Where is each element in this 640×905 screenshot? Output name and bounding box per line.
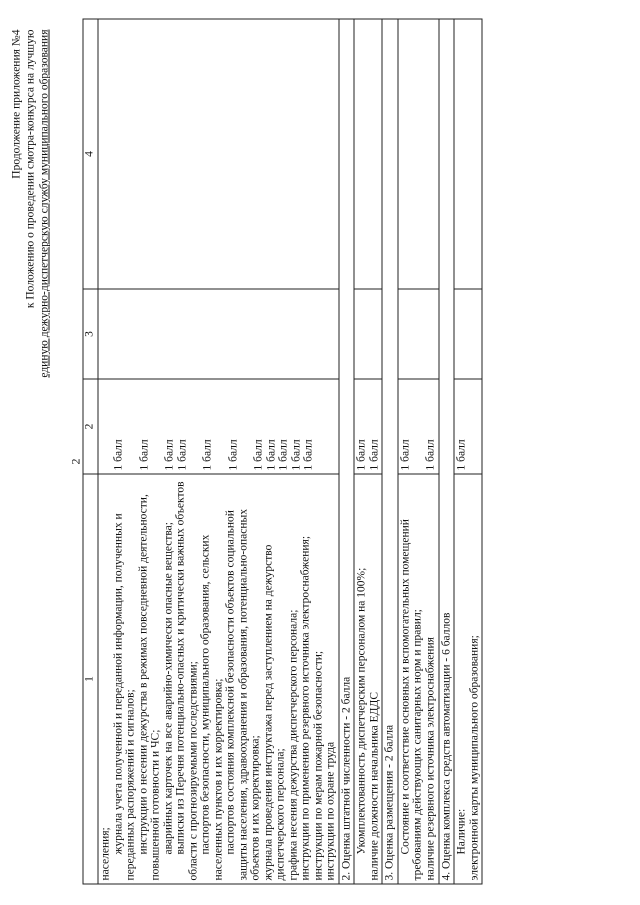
points-line: 1 балл: [264, 439, 277, 471]
criteria-cell: [98, 474, 339, 884]
empty-cell: [454, 289, 482, 379]
points-line: 1 балл: [398, 439, 411, 471]
criteria-line: аварийных карточек на все аварийно-химически опасные вещества;: [161, 522, 174, 855]
criteria-line: наличие резервного источника электроснабжения: [423, 637, 436, 881]
criteria-cell: [454, 474, 482, 884]
criteria-cell: [354, 474, 382, 884]
points-line: 1 балл: [252, 439, 264, 471]
table-row: [354, 19, 382, 884]
section-4-title: 4. Оценка комплекса средств автоматизации - 6 баллов: [438, 19, 454, 884]
points-line: 1 балл: [175, 439, 188, 471]
column-header-4: 4: [83, 19, 98, 289]
criteria-line: выписки из Перечня потенциально-опасных и критически важных объектов области с прогнозируемыми последствиями;: [174, 481, 199, 881]
empty-cell: [454, 19, 482, 289]
criteria-line: населения;: [99, 827, 111, 881]
criteria-line: электронной карты муниципального образования;: [467, 635, 480, 881]
criteria-line: паспортов безопасности, муниципального образования, сельских населенных пунктов и их корректировка;: [199, 534, 224, 881]
empty-cell: [98, 19, 339, 289]
points-cell: [454, 379, 482, 474]
criteria-line: Укомплектованность диспетчерским персоналом на 100%;: [355, 567, 367, 855]
table-row: [98, 19, 339, 884]
column-header-2: 2: [83, 379, 98, 474]
criteria-line: журнала учета полученной и переданной информации, полученных и переданных распоряжений и сигналов;: [111, 513, 136, 881]
points-line: 1 балл: [112, 439, 124, 471]
section-3-title: 3. Оценка размещения - 2 балла: [382, 19, 398, 884]
points-line: 1 балл: [424, 439, 436, 471]
section-title-row: [338, 19, 354, 884]
criteria-cell: [397, 474, 438, 884]
points-line: 1 балл: [302, 439, 314, 471]
regulation-reference-line: к Положению о проведении смотра-конкурса на лучшую: [24, 29, 36, 309]
appendix-continuation-line: Продолжение приложения №4: [10, 29, 22, 179]
criteria-line: наличие должности начальника ЕДДС: [367, 691, 380, 881]
empty-cell: [354, 19, 382, 289]
points-line: 1 балл: [455, 439, 467, 471]
column-header-row: [83, 19, 98, 884]
table-row: [454, 19, 482, 884]
empty-cell: [397, 19, 438, 289]
criteria-line: журнала проведения инструктажа перед заступлением на дежурство диспетчерского персонала;: [261, 544, 286, 881]
criteria-line: паспортов состояния комплексной безопасности объектов социальной защиты населения, здравоохранения и образования, потенциально-опасных объектов и их корректировка;: [224, 509, 261, 881]
points-line: 1 балл: [289, 439, 302, 471]
page-number: 2: [68, 458, 82, 465]
criteria-line: инструкции по применению резервного источника электроснабжения;: [299, 535, 311, 881]
empty-cell: [98, 289, 339, 379]
column-header-1: 1: [83, 474, 98, 884]
empty-cell: [354, 289, 382, 379]
empty-cell: [397, 289, 438, 379]
points-line: 1 балл: [355, 439, 367, 471]
criteria-line: инструкции по охране труда: [324, 741, 336, 881]
evaluation-table: [82, 19, 482, 885]
points-cell: [98, 379, 339, 474]
section-2-title: 2. Оценка штатной численности - 2 балла: [338, 19, 354, 884]
points-line: 1 балл: [277, 439, 289, 471]
points-line: 1 балл: [137, 439, 150, 471]
points-line: 1 балл: [367, 439, 380, 471]
criteria-line: Наличие:: [455, 808, 467, 855]
points-line: 1 балл: [163, 439, 175, 471]
criteria-line: графика несения дежурства диспетчерского персонала;: [286, 609, 299, 881]
table-row: [397, 19, 438, 884]
section-title-row: [438, 19, 454, 884]
criteria-line: инструкции о несении дежурства в режимах повседневной деятельности, повышенной готовности и ЧС;: [136, 494, 161, 881]
criteria-line: инструкции по мерам пожарной безопасности;: [311, 650, 324, 881]
points-cell: [397, 379, 438, 474]
points-line: 1 балл: [201, 439, 213, 471]
criteria-line: Состояние и соответствие основных и вспомогательных помещений требованиям действующих санитарных норм и правил;: [398, 519, 423, 881]
points-line: 1 балл: [226, 439, 239, 471]
section-title-row: [382, 19, 398, 884]
service-name-line: единую дежурно-диспетчерскую службу муниципального образования: [38, 29, 50, 378]
points-cell: [354, 379, 382, 474]
column-header-3: 3: [83, 289, 98, 379]
